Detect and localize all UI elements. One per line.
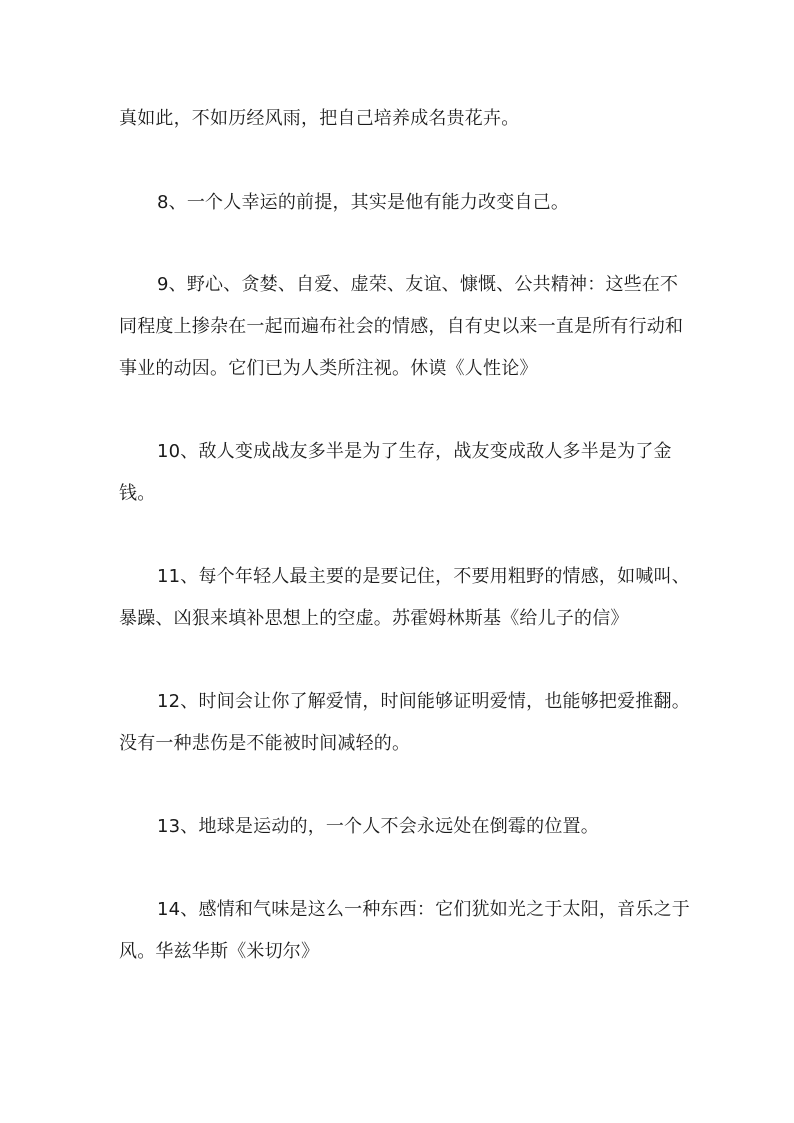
paragraph-9 [119, 264, 691, 390]
paragraph-10 [119, 431, 691, 515]
paragraph-8 [119, 182, 691, 224]
paragraph-text: 地球是运动的，一个人不会永远处在倒霉的位置。 [198, 816, 599, 837]
paragraph-text: 一个人幸运的前提，其实是他有能力改变自己。 [186, 192, 570, 213]
paragraph-number: 11、 [157, 566, 199, 587]
paragraph-13 [119, 806, 691, 848]
paragraph-text: 时间会让你了解爱情，时间能够证明爱情，也能够把爱推翻。没有一种悲伤是不能被时间减轻的。 [119, 691, 690, 754]
paragraph-text: 野心、贪婪、自爱、虚荣、友谊、慷慨、公共精神：这些在不同程度上掺杂在一起而遍布社会的情感，自有史以来一直是所有行动和事业的动因。它们已为人类所注视。休谟《人性论》 [119, 274, 684, 379]
paragraph-14 [119, 889, 691, 973]
paragraph-number: 12、 [157, 691, 199, 712]
paragraph-continuation [119, 98, 691, 140]
paragraph-number: 9、 [157, 274, 187, 295]
paragraph-12 [119, 681, 691, 765]
paragraph-text: 每个年轻人最主要的是要记住，不要用粗野的情感，如喊叫、暴躁、凶狠来填补思想上的空虚。苏霍姆林斯基《给儿子的信》 [119, 566, 690, 629]
paragraph-text: 真如此，不如历经风雨，把自己培养成名贵花卉。 [119, 108, 520, 129]
paragraph-number: 13、 [157, 816, 199, 837]
paragraph-number: 10、 [157, 441, 199, 462]
paragraph-number: 8、 [157, 192, 187, 213]
paragraph-11 [119, 556, 691, 640]
paragraph-text: 敌人变成战友多半是为了生存，战友变成敌人多半是为了金钱。 [119, 441, 672, 504]
paragraph-number: 14、 [157, 899, 199, 920]
paragraph-text: 感情和气味是这么一种东西：它们犹如光之于太阳，音乐之于风。华兹华斯《米切尔》 [119, 899, 690, 962]
